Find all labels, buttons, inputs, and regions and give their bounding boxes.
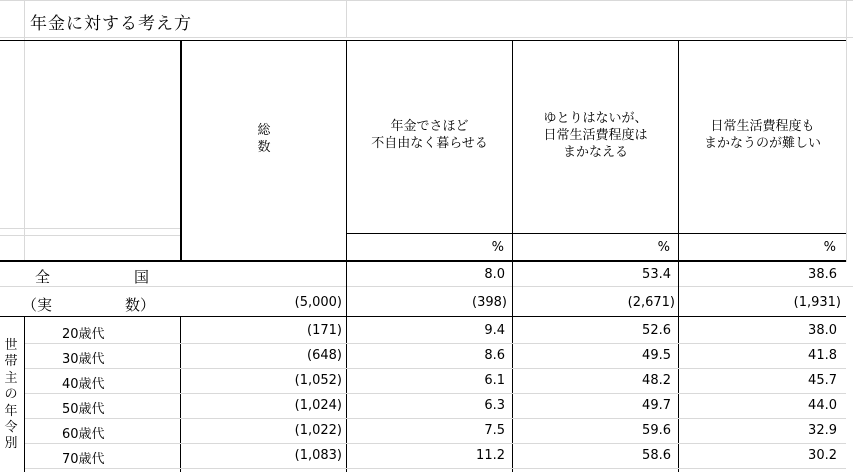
row-separator [25, 418, 846, 419]
row-total: (1,083) [294, 448, 342, 463]
gridline [0, 0, 853, 1]
row-v3: 32.9 [808, 423, 837, 438]
row-age: 30歳代 [62, 352, 105, 367]
row-v3: 41.8 [808, 348, 837, 363]
row-v1: 11.2 [476, 448, 505, 463]
row-v3: 44.0 [808, 398, 837, 413]
row-age: 50歳代 [62, 402, 105, 417]
table-border [0, 40, 846, 41]
header-total [182, 122, 346, 156]
header-comfortable [347, 118, 512, 152]
row-v1: 6.1 [484, 373, 505, 388]
row-v2: 59.6 [642, 423, 671, 438]
header-daily-covered [513, 110, 678, 161]
row-v3: 45.7 [808, 373, 837, 388]
page-title: 年金に対する考え方 [30, 14, 192, 34]
row-total: (1,022) [294, 423, 342, 438]
row-age: 20歳代 [62, 327, 105, 342]
actual-v1: (398) [472, 295, 507, 310]
unit-c1: % [491, 240, 504, 255]
table-border [346, 233, 846, 234]
row-v2: 58.6 [642, 448, 671, 463]
row-v3: 30.2 [808, 448, 837, 463]
national-label-a: 全 [35, 268, 51, 286]
table-border [180, 316, 181, 472]
national-label-b: 国 [134, 268, 150, 286]
table-border [0, 316, 846, 317]
unit-c3: % [823, 240, 836, 255]
row-total: (1,052) [294, 373, 342, 388]
header-total-text: 総 数 [257, 123, 271, 155]
actual-label-open: （実 [22, 296, 53, 314]
row-total: (648) [307, 348, 342, 363]
gridline [346, 0, 347, 38]
row-separator [25, 393, 846, 394]
row-age: 70歳代 [62, 452, 105, 467]
actual-v3: (1,931) [793, 295, 841, 310]
gridline [0, 37, 853, 38]
national-v1: 8.0 [484, 267, 505, 282]
gridline [0, 228, 180, 229]
row-separator [25, 443, 846, 444]
row-v2: 48.2 [642, 373, 671, 388]
row-v1: 7.5 [484, 423, 505, 438]
row-separator [25, 343, 846, 344]
row-age: 60歳代 [62, 427, 105, 442]
national-v2: 53.4 [642, 267, 671, 282]
row-separator [25, 468, 846, 469]
row-v3: 38.0 [808, 323, 837, 338]
row-total: (1,024) [294, 398, 342, 413]
row-v1: 8.6 [484, 348, 505, 363]
header-daily-covered-text: ゆとりはないが、 日常生活費程度は まかなえる [543, 111, 648, 160]
actual-label-close: 数） [125, 296, 156, 314]
national-v3: 38.6 [808, 267, 837, 282]
header-comfortable-text: 年金でさほど 不自由なく暮らせる [371, 119, 488, 151]
gridline [0, 235, 180, 236]
gridline [0, 286, 853, 287]
row-separator [25, 368, 846, 369]
row-age: 40歳代 [62, 377, 105, 392]
row-v2: 49.7 [642, 398, 671, 413]
row-v2: 49.5 [642, 348, 671, 363]
row-v1: 9.4 [484, 323, 505, 338]
row-v1: 6.3 [484, 398, 505, 413]
row-total: (171) [307, 323, 342, 338]
header-daily-difficult [679, 118, 846, 152]
gridline [846, 0, 847, 262]
actual-total: (5,000) [294, 295, 342, 310]
actual-v2: (2,671) [627, 295, 675, 310]
header-daily-difficult-text: 日常生活費程度も まかなうのが難しい [703, 119, 821, 151]
table-border [24, 316, 25, 472]
group-label: 世帯主の年令別 [4, 338, 18, 452]
table-border [0, 260, 846, 262]
unit-c2: % [657, 240, 670, 255]
row-v2: 52.6 [642, 323, 671, 338]
